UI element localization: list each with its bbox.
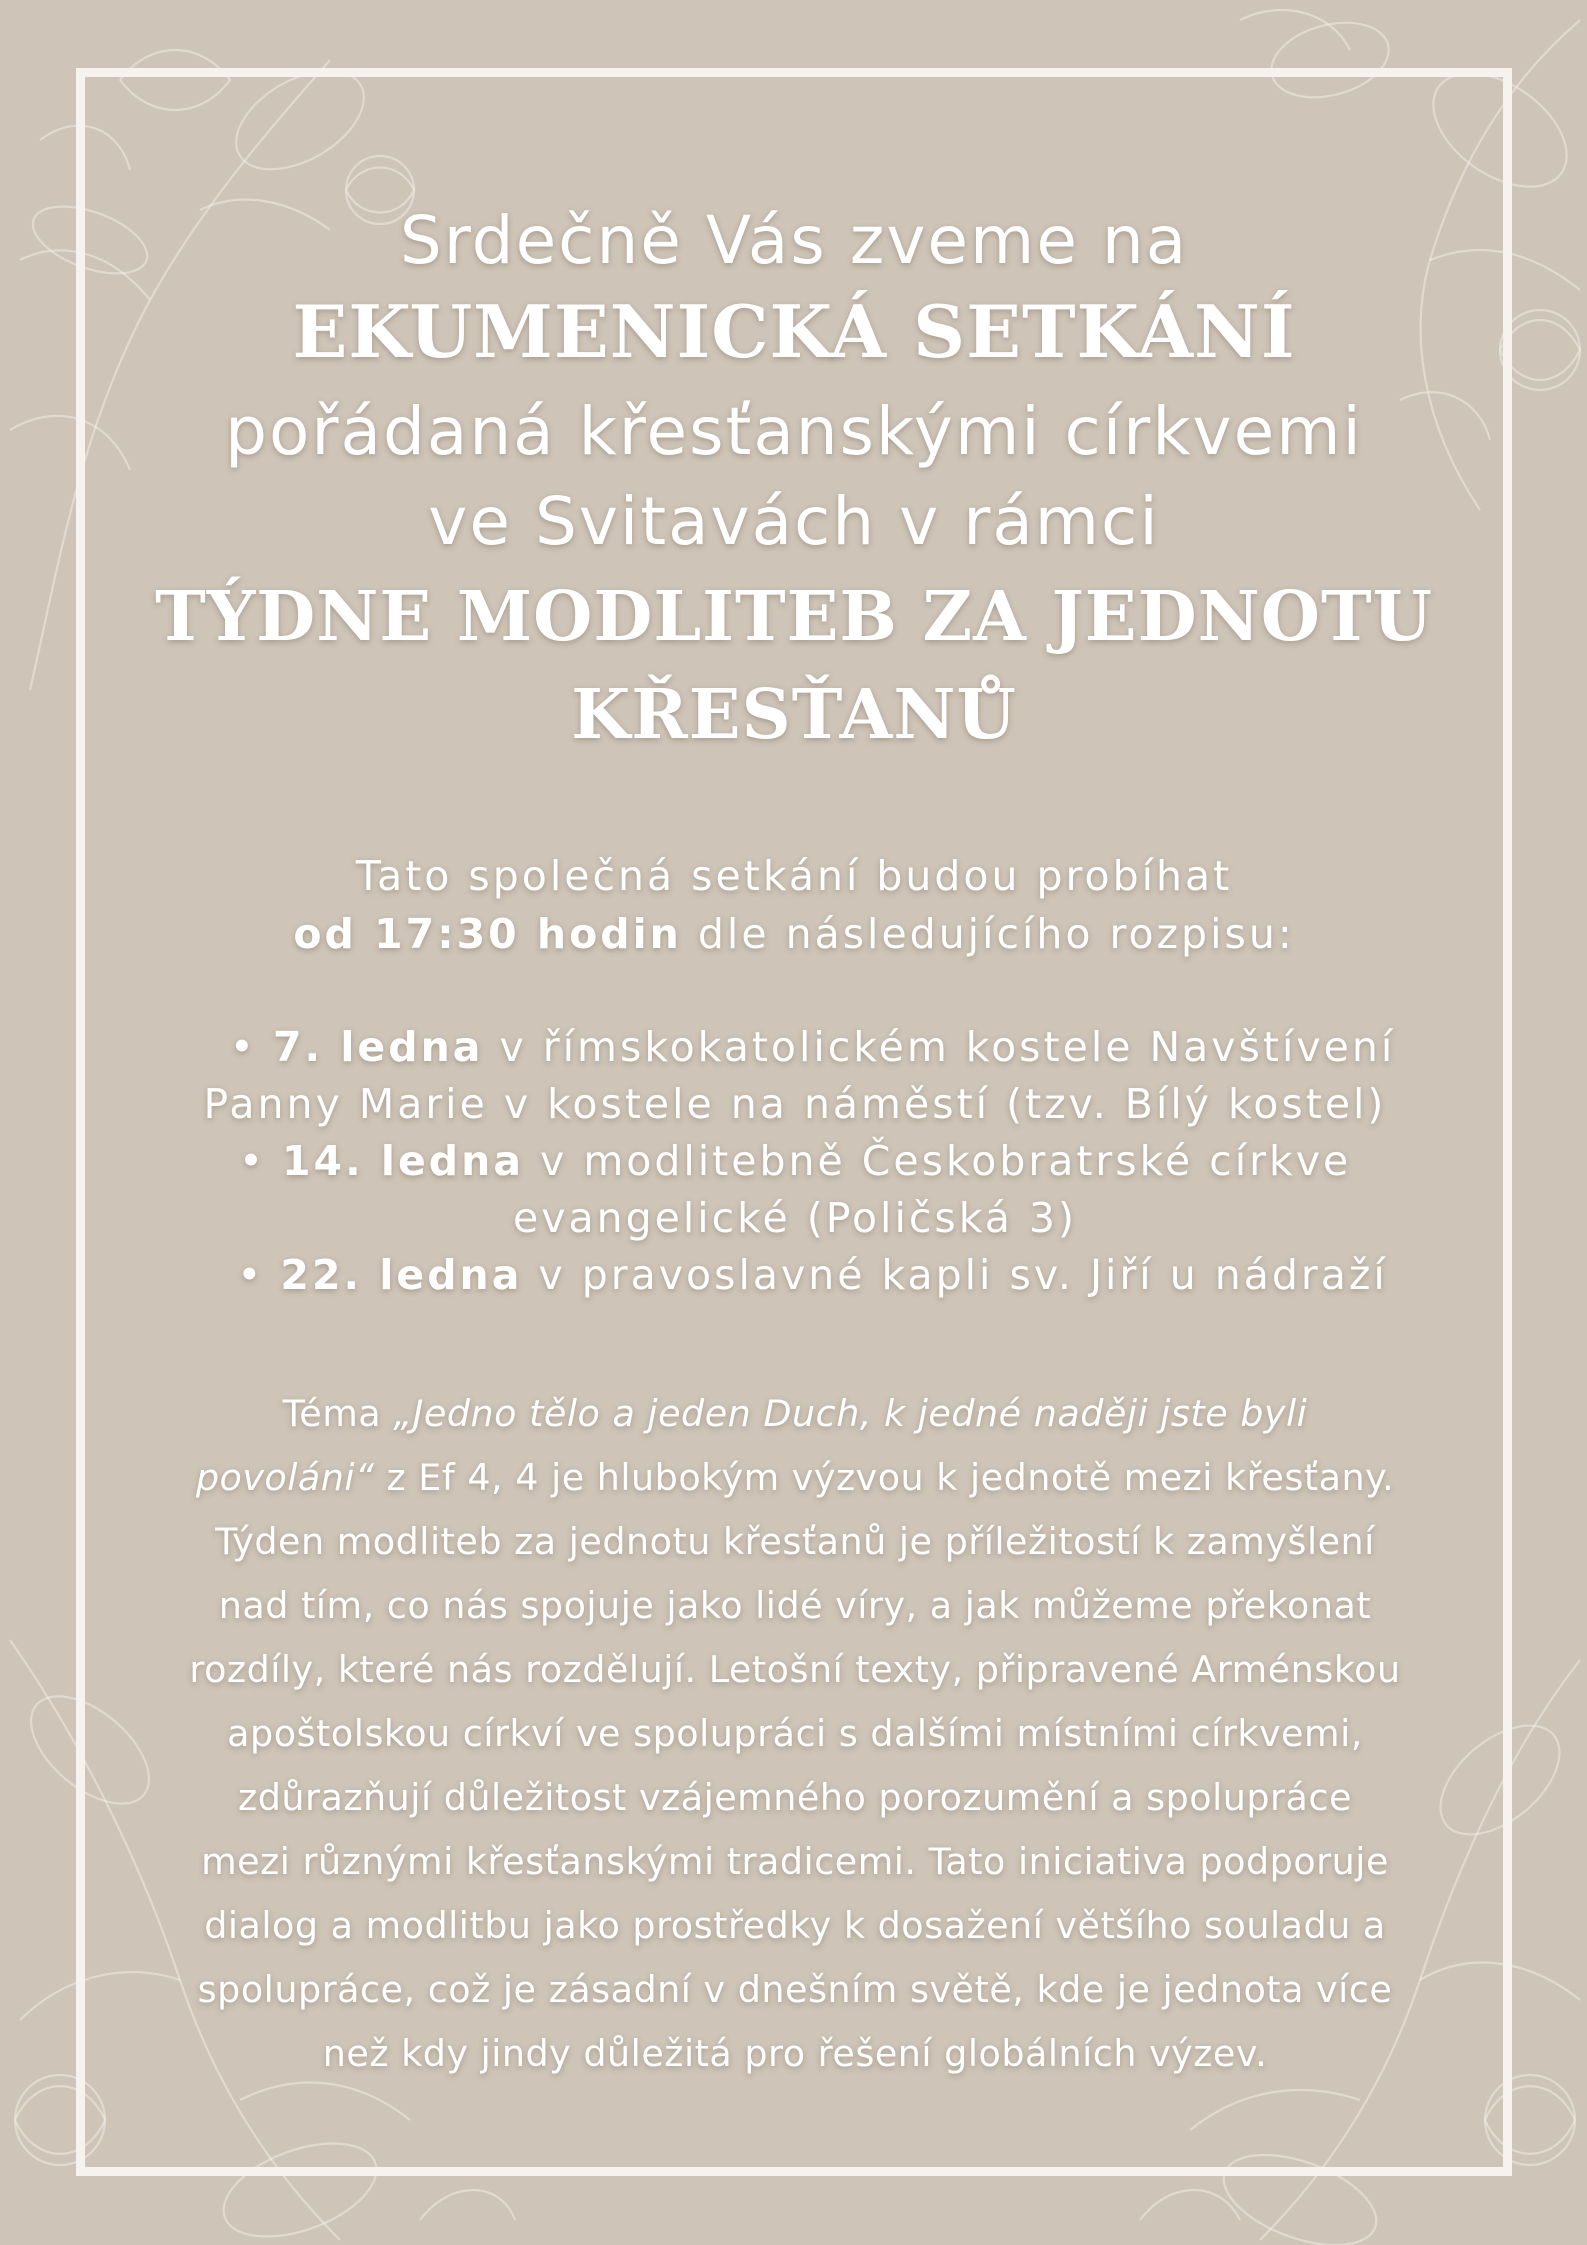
schedule-intro	[85, 847, 1503, 963]
theme-line: mezi různými křesťanskými tradicemi. Tato iniciativa podporuje	[201, 1840, 1389, 1883]
intro-line-2-rest: dle následujícího rozpisu:	[681, 910, 1295, 958]
theme-text: z Ef 4, 4 je hlubokým výzvou k jednotě mezi křesťany.	[374, 1456, 1395, 1499]
theme-line: nad tím, co nás spojuje jako lidé víry, a jak můžeme překonat	[218, 1584, 1372, 1627]
schedule-item	[125, 1019, 1465, 1133]
theme-line: zdůrazňují důležitost vzájemného porozumění a spolupráce	[238, 1776, 1352, 1819]
schedule-place: v pravoslavné kapli sv. Jiří u nádraží	[522, 1251, 1388, 1299]
schedule-date: 22. ledna	[280, 1251, 523, 1299]
start-time: od 17:30 hodin	[293, 910, 682, 958]
invitation-line-4: ve Svitavách v rámci	[428, 483, 1160, 560]
intro-line-2	[85, 905, 1503, 963]
theme-line: Týden modliteb za jednotu křesťanů je příležitostí k zamyšlení	[215, 1520, 1375, 1563]
invitation-line-1: Srdečně Vás zveme na	[399, 202, 1189, 279]
event-subtitle-line-2: KŘESŤANŮ	[571, 675, 1017, 755]
theme-line: dialog a modlitbu jako prostředky k dosažení většího souladu a	[204, 1904, 1386, 1947]
schedule-item-line-1	[160, 1019, 1465, 1076]
theme-line	[115, 1446, 1475, 1510]
schedule-item-line-1	[125, 1133, 1465, 1190]
schedule-place: v modlitebně Českobratrské církve	[524, 1137, 1352, 1185]
schedule-item-line-2: evangelické (Poličská 3)	[513, 1194, 1077, 1242]
theme-line: apoštolskou církví ve spolupráci s dalšími místními církvemi,	[227, 1712, 1363, 1755]
schedule-item-line-2: Panny Marie v kostele na náměstí (tzv. Bílý kostel)	[203, 1080, 1387, 1128]
bullet: •	[237, 1251, 281, 1299]
theme-quote: povoláni“	[195, 1456, 375, 1499]
theme-paragraph	[115, 1382, 1475, 2086]
schedule-date: 7. ledna	[272, 1023, 484, 1071]
schedule-item-line-1	[160, 1247, 1465, 1304]
bullet: •	[238, 1137, 283, 1185]
bullet: •	[229, 1023, 273, 1071]
schedule-item	[125, 1247, 1465, 1304]
intro-line-1: Tato společná setkání budou probíhat	[355, 852, 1233, 900]
theme-quote: „Jedno tělo a jeden Duch, k jedné naději jste byli	[393, 1392, 1308, 1435]
theme-line: spolupráce, což je zásadní v dnešním světě, kde je jednota více	[197, 1968, 1393, 2011]
theme-line: rozdíly, které nás rozdělují. Letošní texty, připravené Arménskou	[189, 1648, 1401, 1691]
poster-content	[85, 77, 1503, 2167]
theme-line	[115, 1382, 1475, 1446]
event-title: EKUMENICKÁ SETKÁNÍ	[292, 289, 1296, 374]
schedule-item	[125, 1133, 1465, 1247]
schedule-date: 14. ledna	[282, 1137, 525, 1185]
invitation-line-3: pořádaná křesťanskými církvemi	[225, 393, 1363, 470]
theme-prefix: Téma	[282, 1392, 394, 1435]
schedule-place: v římskokatolickém kostele Navštívení	[483, 1023, 1396, 1071]
theme-line: než kdy jindy důležitá pro řešení globálních výzev.	[322, 2032, 1268, 2075]
event-subtitle-line-1: TÝDNE MODLITEB ZA JEDNOTU	[155, 577, 1433, 657]
schedule-list	[125, 1019, 1465, 1304]
